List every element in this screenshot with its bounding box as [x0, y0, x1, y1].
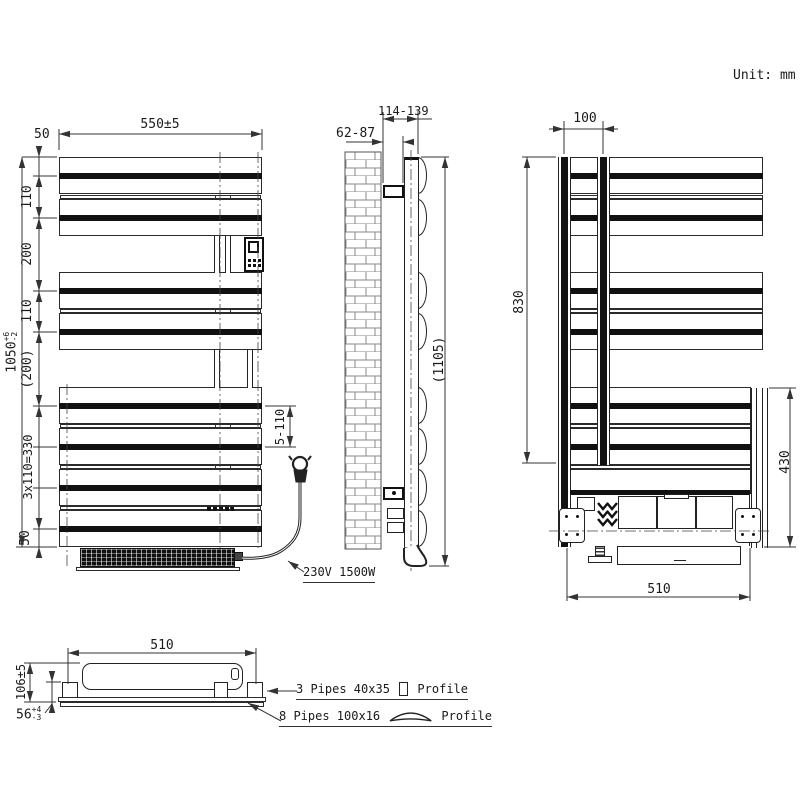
button-dot [258, 264, 261, 267]
tolerance-lower: -2 [9, 331, 19, 342]
front-pipe [59, 387, 262, 424]
dim-front-width: 550±5 [140, 117, 180, 132]
bracket-screw [392, 491, 396, 495]
dim-side-depth: 114-139 [378, 104, 429, 118]
plug-body [294, 470, 307, 482]
side-foot [404, 545, 426, 566]
heater-box-divider [656, 497, 658, 528]
screw-dot [576, 533, 579, 536]
dim-front-200-ref: (200) [20, 349, 35, 389]
screw-dot [565, 515, 568, 518]
bottom-box-notch [674, 560, 686, 562]
dim-rear-lower-height: 430 [778, 450, 793, 474]
grill-base-flange [76, 567, 240, 571]
flat-pipe-profile-icon [389, 709, 432, 723]
profile-label: Profile [417, 682, 468, 696]
pipe-stripe [558, 215, 763, 221]
pipe-stripe [558, 173, 763, 179]
assembly-bracket-left [559, 508, 585, 543]
dim-bottom-height: 106±5 [14, 663, 28, 701]
bar-end-detail [231, 668, 239, 680]
screw-dot [741, 533, 744, 536]
pipe-stripe [59, 444, 262, 450]
screw-dot [752, 533, 755, 536]
side-panel-slab [404, 157, 419, 548]
dim-front-top-offset: 50 [34, 127, 50, 142]
dim-rear-rail-spacing: 100 [573, 111, 597, 126]
tolerance-upper: +6 [1, 331, 11, 342]
assembly-bracket-right [735, 508, 761, 543]
unit-label: Unit: mm [733, 68, 796, 83]
pipe-stripe [558, 329, 763, 335]
upper-wall-bracket [383, 185, 404, 198]
button-dot [248, 264, 251, 267]
pipe-stripe [558, 444, 751, 450]
brick-wall [345, 152, 381, 549]
dim-front-bottom-offset: 50 [18, 530, 33, 546]
button-dot [253, 264, 256, 267]
front-pipe [59, 157, 262, 194]
dim-front-110a: 110 [20, 185, 35, 209]
dim-front-overall [1, 315, 21, 389]
indicator-led-row [207, 507, 234, 511]
lower-clamp [387, 522, 404, 533]
control-buttons [248, 257, 261, 268]
button-dot [253, 259, 256, 262]
square-pipe-tab [247, 682, 263, 698]
tolerance [3, 332, 19, 342]
lower-wall-bracket [383, 487, 404, 500]
dim-bottom-base-height [16, 707, 41, 724]
square-pipes-legend [296, 681, 468, 700]
front-gap-tube [247, 350, 253, 388]
dim-rear-rail-length: 830 [512, 290, 527, 314]
pipe-stripe [558, 288, 763, 294]
pipe-stripe [59, 215, 262, 221]
vent-chevrons [598, 503, 617, 525]
square-profile-icon [399, 682, 409, 696]
pipe-stripe [59, 173, 262, 179]
assembly-top-bar [570, 490, 750, 495]
dim-front-hook-range: 5-110 [273, 408, 287, 446]
pipe-stripe [59, 403, 262, 409]
front-pipe [59, 272, 262, 309]
rear-pipe [558, 199, 763, 236]
pipe-stripe [558, 403, 751, 409]
dim-front-3x110: 3x110=330 [21, 434, 35, 500]
dim-side-wall-gap: 62-87 [336, 126, 376, 141]
mounting-rail-left [558, 157, 571, 547]
front-gap-tube [214, 236, 220, 273]
square-pipe-tab [62, 682, 78, 698]
dim-front-110b: 110 [20, 299, 35, 323]
screw-dot [741, 515, 744, 518]
pipe-stripe [59, 526, 262, 532]
heater-box-divider [695, 497, 697, 528]
mounting-rail-right [597, 157, 610, 465]
pipe-stripe [59, 485, 262, 491]
assembly-foot-base [588, 556, 612, 563]
control-panel [244, 237, 264, 272]
front-gap-tube [225, 236, 231, 273]
cord-connector [234, 552, 243, 561]
dim-front-200: 200 [20, 242, 35, 266]
screw-dot [752, 515, 755, 518]
dim-rear-width: 510 [647, 582, 671, 597]
rear-pipe [558, 387, 751, 424]
screw-dot [576, 515, 579, 518]
tolerance [32, 706, 42, 722]
pipe-stripe [59, 329, 262, 335]
assembly-bottom-box [617, 546, 741, 565]
pipe-stripe [59, 288, 262, 294]
dim-value: 56 [16, 707, 32, 723]
button-dot [248, 259, 251, 262]
front-pipe [59, 313, 262, 350]
screw-dot [565, 533, 568, 536]
power-rating-label: 230V 1500W [303, 564, 375, 583]
plug-head [293, 457, 307, 471]
heater-box-handle [664, 494, 689, 499]
button-dot [258, 259, 261, 262]
heater-box [618, 496, 733, 529]
panel-edge-bottom [60, 702, 264, 707]
front-pipe [59, 469, 262, 506]
flat-pipes-legend [279, 708, 492, 727]
tolerance-lower: -3 [31, 713, 42, 722]
flat-pipes-label: 8 Pipes 100x16 [279, 709, 381, 723]
fan-heater-grill [80, 548, 235, 567]
rear-pipe [558, 157, 763, 194]
lower-clamp [387, 508, 404, 519]
front-gap-tube [214, 350, 220, 388]
rear-pipe [558, 428, 751, 465]
dim-value: 1050 [4, 341, 20, 373]
front-pipe [59, 428, 262, 465]
dim-side-height-ref: (1105) [432, 336, 447, 384]
square-pipe-tab [214, 682, 228, 698]
rear-pipe [558, 313, 763, 350]
front-pipe [59, 510, 262, 547]
rear-pipe [558, 272, 763, 309]
tolerance-upper: +4 [31, 705, 42, 714]
control-screen [248, 241, 259, 253]
square-pipes-label: 3 Pipes 40x35 [296, 682, 390, 696]
dim-bottom-width: 510 [150, 638, 174, 653]
profile-label: Profile [441, 709, 492, 723]
front-pipe [59, 199, 262, 236]
